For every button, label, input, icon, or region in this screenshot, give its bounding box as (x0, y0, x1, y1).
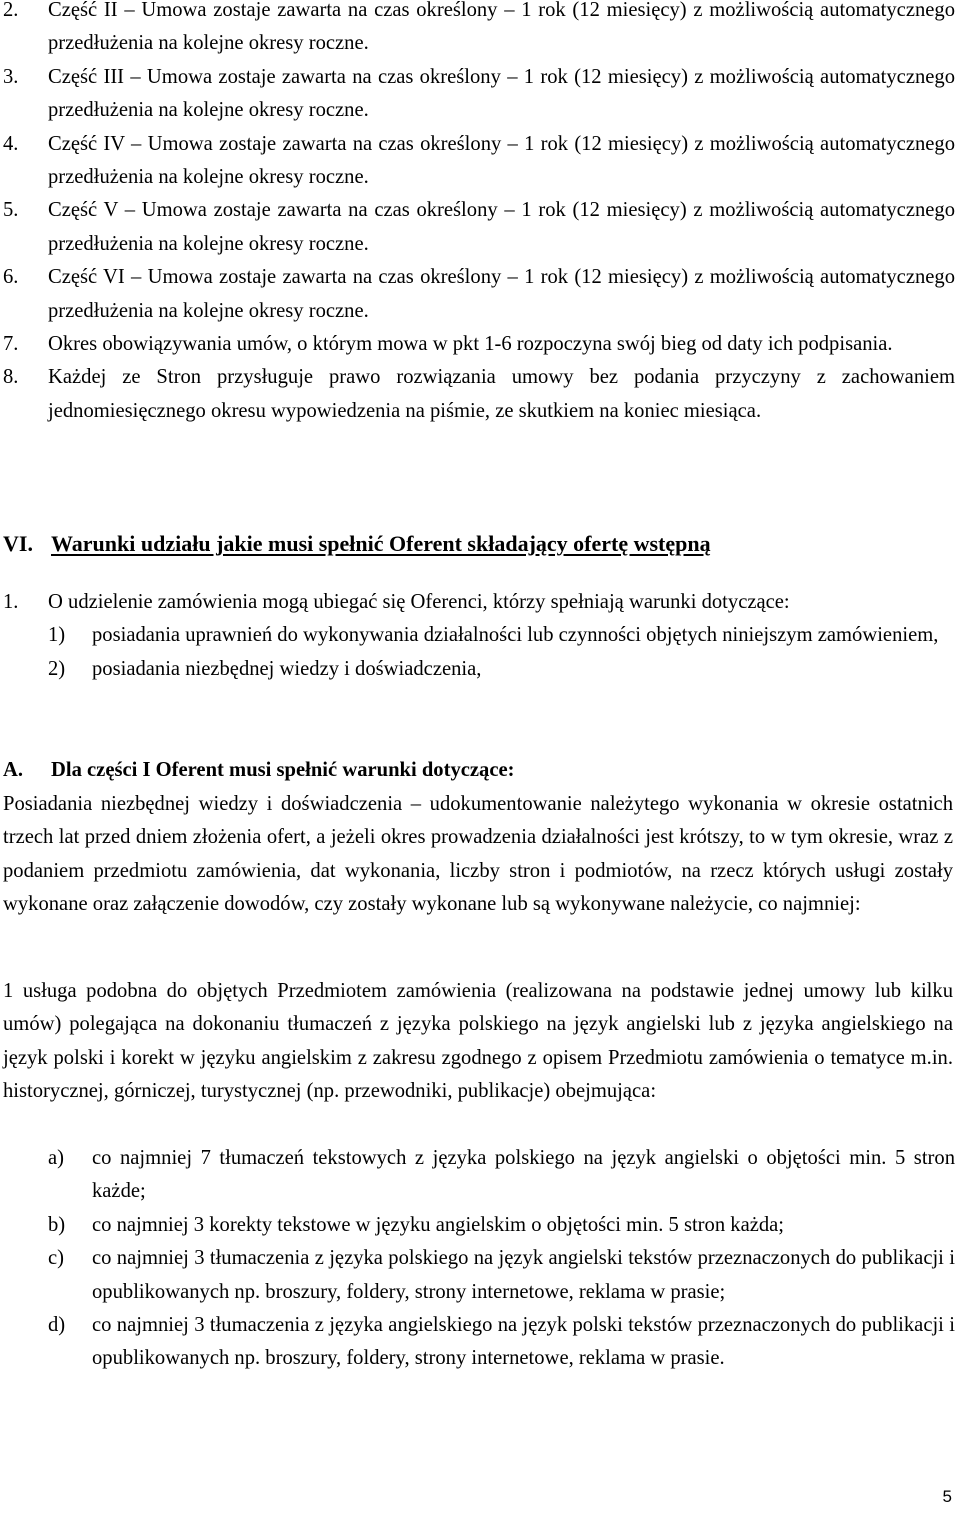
list-item-text: Część V – Umowa zostaje zawarta na czas określony – 1 rok (12 miesięcy) z możliwością automatycznego przedłużenia na kolejne okresy roczne. (48, 199, 955, 255)
requirement-item-letter: b) (48, 1213, 66, 1236)
section-title: Warunki udziału jakie musi spełnić Oferent składający ofertę wstępną (51, 531, 711, 556)
requirement-item-letter: a) (48, 1147, 64, 1169)
condition-item-number: 1) (48, 624, 66, 647)
requirement-item-letter: d) (48, 1314, 66, 1337)
list-item-number: 8. (3, 366, 19, 389)
requirement-item (0, 1242, 955, 1309)
list-item (0, 261, 955, 328)
numbered-list-durations (0, 0, 955, 428)
requirement-item-text: co najmniej 3 korekty tekstowe w języku angielskim o objętości min. 5 stron każda; (92, 1213, 785, 1236)
list-item (0, 361, 955, 428)
condition-item (0, 653, 955, 686)
list-item-number: 5. (3, 199, 19, 222)
list-item-text: Część II – Umowa zostaje zawarta na czas określony – 1 rok (12 miesięcy) z możliwością automatycznego przedłużenia na kolejne okresy roczne. (48, 0, 955, 55)
page-number: 5 (942, 1487, 952, 1506)
requirement-item (0, 1142, 955, 1209)
requirement-item-letter: c) (48, 1247, 64, 1270)
list-item-text: Okres obowiązywania umów, o którym mowa w pkt 1-6 rozpoczyna swój bieg od daty ich podpisania. (48, 333, 893, 356)
condition-item (0, 619, 955, 652)
list-item-number: 3. (3, 65, 19, 88)
list-item-number: 2. (3, 0, 19, 21)
part-a-paragraph-2: 1 usługa podobna do objętych Przedmiotem zamówienia (realizowana na podstawie jednej umowy lub kilku umów) polegająca na dokonaniu tłumaczeń z języka polskiego na język angielski lub z języka angielskiego na język polski i korekt w języku angielskim z zakresu zgodnego z opisem Przedmiotu zamówienia o tematyce m.in. historycznej, górniczej, turystycznej (np. przewodniki, publikacje) obejmująca: (3, 980, 953, 1103)
list-item (0, 328, 955, 361)
condition-item-number: 2) (48, 657, 66, 680)
part-a-title: Dla części I Oferent musi spełnić warunki dotyczące: (51, 759, 515, 781)
part-a-paragraph-1: Posiadania niezbędnej wiedzy i doświadczenia – udokumentowanie należytego wykonania w okresie ostatnich trzech lat przed dniem złożenia ofert, a jeżeli okres prowadzenia działalności jest krótszy, to w tym okresie, wraz z podaniem przedmiotu zamówienia, dat wykonania, liczby stron i podmiotów, na rzecz których usługi zostały wykonane oraz załączenie dowodów, czy zostały wykonane lub są wykonywane należycie, co najmniej: (3, 793, 953, 916)
requirement-item (0, 1309, 955, 1376)
condition-item-text: posiadania niezbędnej wiedzy i doświadczenia, (92, 657, 482, 680)
condition-item-text: posiadania uprawnień do wykonywania działalności lub czynności objętych niniejszym zamówieniem, (92, 624, 939, 647)
list-item (0, 128, 955, 195)
list-item-number: 4. (3, 132, 19, 155)
list-item-text: Część VI – Umowa zostaje zawarta na czas określony – 1 rok (12 miesięcy) z możliwością automatycznego przedłużenia na kolejne okresy roczne. (48, 266, 955, 322)
part-a-heading (3, 754, 953, 787)
section-number: VI. (3, 531, 33, 556)
conditions-text: O udzielenie zamówienia mogą ubiegać się Oferenci, którzy spełniają warunki dotyczące: (48, 591, 790, 613)
requirement-item-text: co najmniej 3 tłumaczenia z języka polskiego na język angielski tekstów przeznaczonych do publikacji i opublikowanych np. broszury, foldery, strony internetowe, reklama w prasie; (92, 1247, 955, 1303)
conditions-list (0, 586, 955, 686)
list-item-text: Część IV – Umowa zostaje zawarta na czas określony – 1 rok (12 miesięcy) z możliwością automatycznego przedłużenia na kolejne okresy roczne. (48, 132, 955, 189)
conditions-number: 1. (3, 591, 19, 613)
list-item (0, 61, 955, 128)
list-item-number: 7. (3, 333, 19, 356)
list-item-number: 6. (3, 266, 19, 289)
requirements-list (0, 1142, 955, 1376)
list-item-text: Część III – Umowa zostaje zawarta na czas określony – 1 rok (12 miesięcy) z możliwością automatycznego przedłużenia na kolejne okresy roczne. (48, 65, 955, 122)
list-item (0, 194, 955, 261)
part-a-letter: A. (3, 759, 24, 781)
conditions-intro (0, 586, 955, 619)
list-item-text: Każdej ze Stron przysługuje prawo rozwiązania umowy bez podania przyczyny z zachowaniem jednomiesięcznego okresu wypowiedzenia na piśmie, ze skutkiem na koniec miesiąca. (48, 366, 955, 422)
requirement-item-text: co najmniej 7 tłumaczeń tekstowych z języka polskiego na język angielski o objętości min. 5 stron każde; (92, 1147, 955, 1203)
list-item (0, 0, 955, 61)
section-heading (3, 527, 953, 560)
requirement-item (0, 1209, 955, 1242)
requirement-item-text: co najmniej 3 tłumaczenia z języka angielskiego na język polski tekstów przeznaczonych do publikacji i opublikowanych np. broszury, foldery, strony internetowe, reklama w prasie. (92, 1314, 955, 1370)
